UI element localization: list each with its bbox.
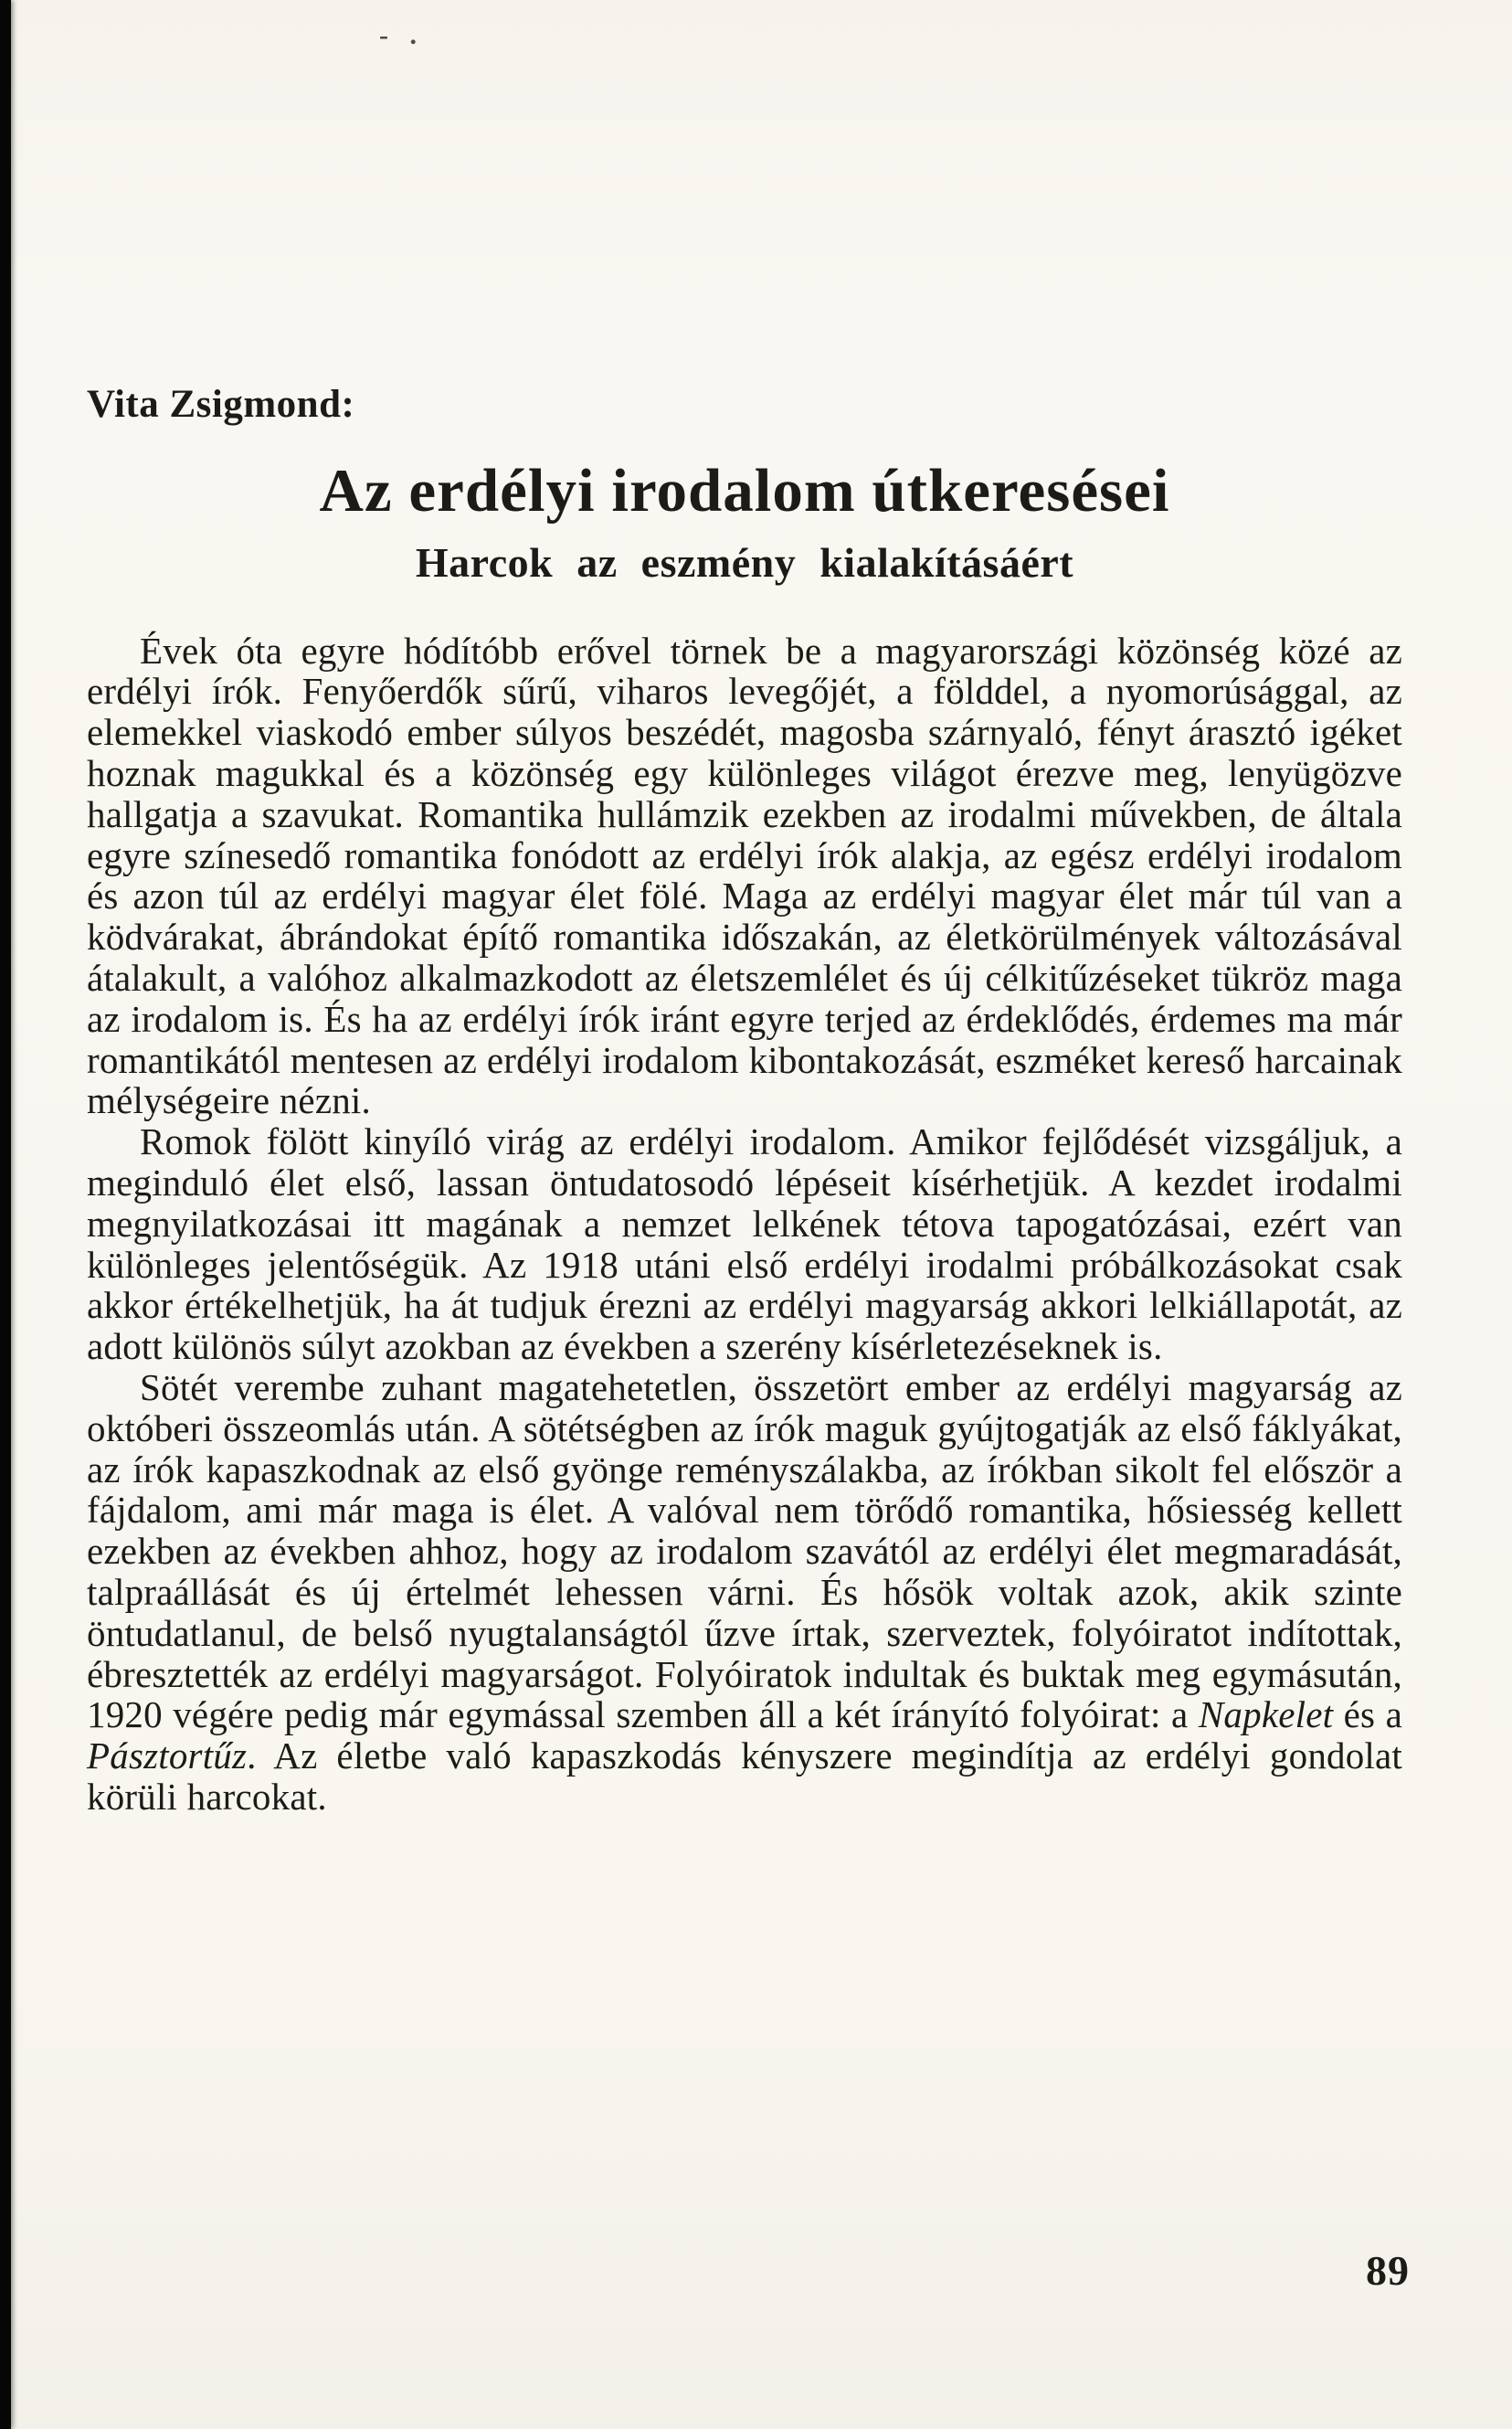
italic-text-run: Pásztortűz [87, 1734, 248, 1777]
scan-edge-shadow [0, 0, 11, 2429]
author-byline: Vita Zsigmond: [87, 383, 355, 426]
page-subtitle: Harcok az eszmény kialakításáért [415, 538, 1074, 586]
text-column [87, 0, 1402, 1818]
paragraph [87, 1367, 1402, 1818]
text-run: Romok fölött kinyíló virág az erdélyi irodalom. Amikor fejlődését vizsgáljuk, a meginduló élet első, lassan öntudatosodó lépéseit kísérhetjük. A kezdet irodalmi megnyilatkozásai itt magának a nemzet lelkének tétova tapogatózásai, ezért van különleges jelentőségük. Az 1918 utáni első erdélyi irodalmi próbálkozásokat csak akkor értékelhetjük, ha át tudjuk érezni az erdélyi magyarság akkori lelkiállapotát, az adott különös súlyt azokban az években a szerény kísérletezéseknek is. [87, 1120, 1402, 1368]
italic-text-run: Napkelet [1198, 1693, 1334, 1736]
body-text [87, 631, 1402, 1818]
text-run: Sötét verembe zuhant magatehetetlen, összetört ember az erdélyi magyarság az októberi összeomlás után. A sötétségben az írók maguk gyújtogatják az első fáklyákat, az írók kapaszkodnak az első gyönge reményszálakba, az írókban sikolt fel először a fájdalom, ami már maga is élet. A valóval nem törődő romantika, hősiesség kellett ezekben az években ahhoz, hogy az irodalom szavától az erdélyi élet megmaradását, talpraállását és új értelmét lehessen várni. És hősök voltak azok, akik szinte öntudatlanul, de belső nyugtalanságtól űzve írtak, szerveztek, folyóiratot indítottak, ébresztették az erdélyi magyarságot. Folyóiratok indultak és buktak meg egymásután, 1920 végére pedig már egymással szemben áll a két írányító folyóirat: a [87, 1366, 1402, 1736]
text-run: és a [1333, 1693, 1402, 1736]
paragraph [87, 1121, 1402, 1367]
paragraph [87, 631, 1402, 1122]
page-title: Az erdélyi irodalom útkeresései [319, 457, 1170, 525]
page-number: 89 [1366, 2247, 1410, 2294]
scan-artifact-mark: - . [379, 20, 424, 50]
text-run: . Az életbe való kapaszkodás kényszere megindítja az erdélyi gondolat körüli harcokat. [87, 1734, 1402, 1818]
text-run: Évek óta egyre hódítóbb erővel törnek be a magyarországi közönség közé az erdélyi írók. Fenyőerdők sűrű, viharos levegőjét, a földdel, a nyomorúsággal, az elemekkel viaskodó ember súlyos beszédét, magosba szárnyaló, fényt árasztó igéket hoznak magukkal és a közönség egy különleges világot érezve meg, lenyügözve hallgatja a szavukat. Romantika hullámzik ezekben az irodalmi művekben, de általa egyre színesedő romantika fonódott az erdélyi írók alakja, az egész erdélyi irodalom és azon túl az erdélyi magyar élet fölé. Maga az erdélyi magyar élet már túl van a ködvárakat, ábrándokat építő romantika időszakán, az életkörülmények változásával átalakult, a valóhoz alkalmazkodott az életszemlélet és új célkitűzéseket tükröz maga az irodalom is. És ha az erdélyi írók iránt egyre terjed az érdeklődés, érdemes ma már romantikától mentesen az erdélyi irodalom kibontakozását, eszméket kereső harcainak mélységeire nézni. [87, 629, 1402, 1122]
